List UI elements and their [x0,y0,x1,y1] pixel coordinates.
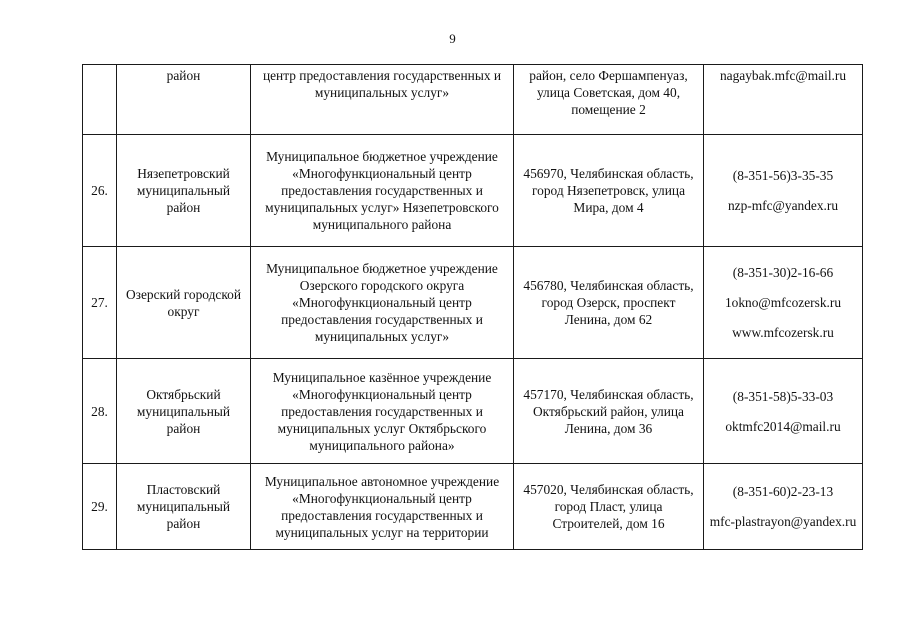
address: 456970, Челябинская область, город Нязепетровск, улица Мира, дом 4 [514,135,704,247]
contact-phone: (8-351-30)2-16-66 [732,265,834,280]
row-number: 28. [83,359,117,464]
contact-phone: (8-351-60)2-23-13 [732,484,834,499]
row-number [83,65,117,135]
mfc-directory-table [82,64,863,550]
row-number: 27. [83,247,117,359]
organization-name: Муниципальное бюджетное учреждение Озерского городского округа «Многофункциональный центр предоставления государственных и муниципальных услуг» [251,247,514,359]
organization-name: центр предоставления государственных и муниципальных услуг» [251,65,514,135]
contact-email: oktmfc2014@mail.ru [725,418,841,434]
contact-email: nagaybak.mfc@mail.ru [719,68,847,83]
contact-email: 1okno@mfcozersk.ru [724,295,842,310]
address: 457170, Челябинская область, Октябрьский район, улица Ленина, дом 36 [514,359,704,464]
contacts [704,247,863,359]
contacts [704,65,863,135]
contact-email: nzp-mfc@yandex.ru [727,198,839,213]
district-name: Пластовский муниципальный район [117,464,251,550]
contact-phone: (8-351-56)3-35-35 [732,168,834,183]
district-name: Октябрьский муниципальный район [117,359,251,464]
table-row [83,247,863,359]
district-name: Озерский городской округ [117,247,251,359]
row-number: 26. [83,135,117,247]
contacts [704,464,863,550]
organization-name: Муниципальное бюджетное учреждение «Многофункциональный центр предоставления государственных и муниципальных услуг» Нязепетровского муниципального района [251,135,514,247]
table-row [83,65,863,135]
district-name: район [117,65,251,135]
table-row [83,359,863,464]
contact-email: mfc-plastrayon@yandex.ru [709,514,857,529]
district-name: Нязепетровский муниципальный район [117,135,251,247]
page-number: 9 [449,31,456,46]
table-row [83,464,863,550]
address: район, село Фершампенуаз, улица Советская, дом 40, помещение 2 [514,65,704,135]
row-number: 29. [83,464,117,550]
organization-name: Муниципальное автономное учреждение «Многофункциональный центр предоставления государственных и муниципальных услуг на территории [251,464,514,550]
table-row [83,135,863,247]
contacts [704,135,863,247]
address: 456780, Челябинская область, город Озерск, проспект Ленина, дом 62 [514,247,704,359]
contact-website: www.mfcozersk.ru [732,325,834,340]
organization-name: Муниципальное казённое учреждение «Многофункциональный центр предоставления государственных и муниципальных услуг Октябрьского муниципального района» [251,359,514,464]
address: 457020, Челябинская область, город Пласт, улица Строителей, дом 16 [514,464,704,550]
contact-phone: (8-351-58)5-33-03 [732,388,834,404]
contacts [704,359,863,464]
